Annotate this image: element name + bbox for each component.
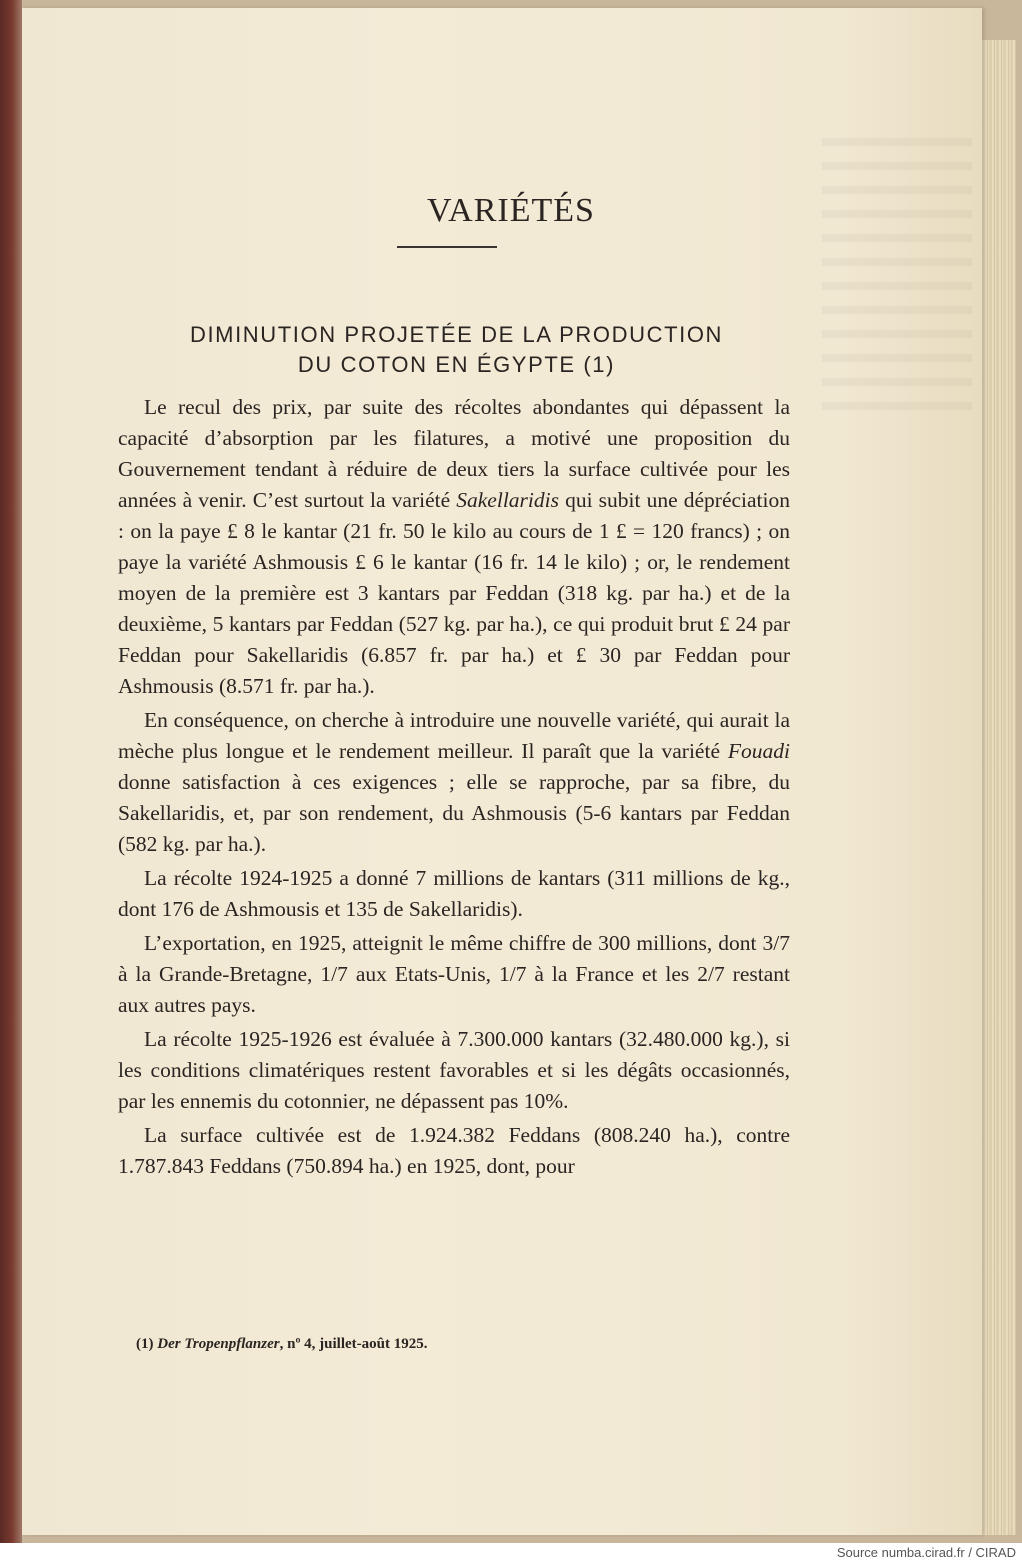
book-binding: [0, 0, 22, 1543]
footnote-source: Der Tropenpflanzer: [157, 1336, 280, 1352]
article-body: [118, 392, 790, 1182]
paragraph-1: Le recul des prix, par suite des récoltes abondantes qui dépassent la capacité d’absorption par les filatures, a motivé une proposition du Gouvernement tendant à réduire de deux tiers la surface cultivée pour les années à venir. C’est surtout la variété Sakellaridis qui subit une dépréciation : on la paye £ 8 le kantar (21 fr. 50 le kilo au cours de 1 £ = 120 francs) ; on paye la variété Ashmousis £ 6 le kantar (16 fr. 14 le kilo) ; or, le rendement moyen de la première est 3 kantars par Feddan (318 kg. par ha.) et de la deuxième, 5 kantars par Feddan (527 kg. par ha.), ce qui produit brut £ 24 par Feddan pour Sakellaridis (6.857 fr. par ha.) et £ 30 par Feddan pour Ashmousis (8.571 fr. par ha.).: [118, 395, 790, 698]
paragraph-3: La récolte 1924-1925 a donné 7 millions de kantars (311 millions de kg., dont 176 de Ashmousis et 135 de Sakellaridis).: [118, 866, 790, 921]
article-heading-line-2: DU COTON EN ÉGYPTE (1): [297, 352, 616, 377]
variety-name: Sakellaridis: [456, 488, 559, 512]
variety-name: Fouadi: [727, 739, 790, 763]
source-credit: Source numba.cirad.fr / CIRAD: [836, 1545, 1016, 1560]
paragraph-6: La surface cultivée est de 1.924.382 Feddans (808.240 ha.), contre 1.787.843 Feddans (750.894 ha.) en 1925, dont, pour: [118, 1123, 790, 1178]
paragraph-2: En conséquence, on cherche à introduire une nouvelle variété, qui aurait la mèche plus longue et le rendement meilleur. Il paraît que la variété Fouadi donne satisfaction à ces exigences ; elle se rapproche, par sa fibre, du Sakellaridis, et, par son rendement, du Ashmousis (5-6 kantars par Feddan (582 kg. par ha.).: [118, 708, 790, 856]
footnote: (1) Der Tropenpflanzer, nº 4, juillet-août 1925.: [136, 1336, 428, 1352]
article-heading-line-1: DIMINUTION PROJETÉE DE LA PRODUCTION: [189, 322, 724, 347]
paragraph-4: L’exportation, en 1925, atteignit le même chiffre de 300 millions, dont 3/7 à la Grande-Bretagne, 1/7 aux Etats-Unis, 1/7 à la France et les 2/7 restant aux autres pays.: [118, 931, 790, 1017]
paragraph-5: La récolte 1925-1926 est évaluée à 7.300.000 kantars (32.480.000 kg.), si les conditions climatériques restent favorables et si les dégâts occasionnés, par les ennemis du cotonnier, ne dépassent pas 10%.: [118, 1027, 790, 1113]
page-title: VARIÉTÉS: [427, 192, 595, 229]
title-rule: [397, 246, 497, 248]
